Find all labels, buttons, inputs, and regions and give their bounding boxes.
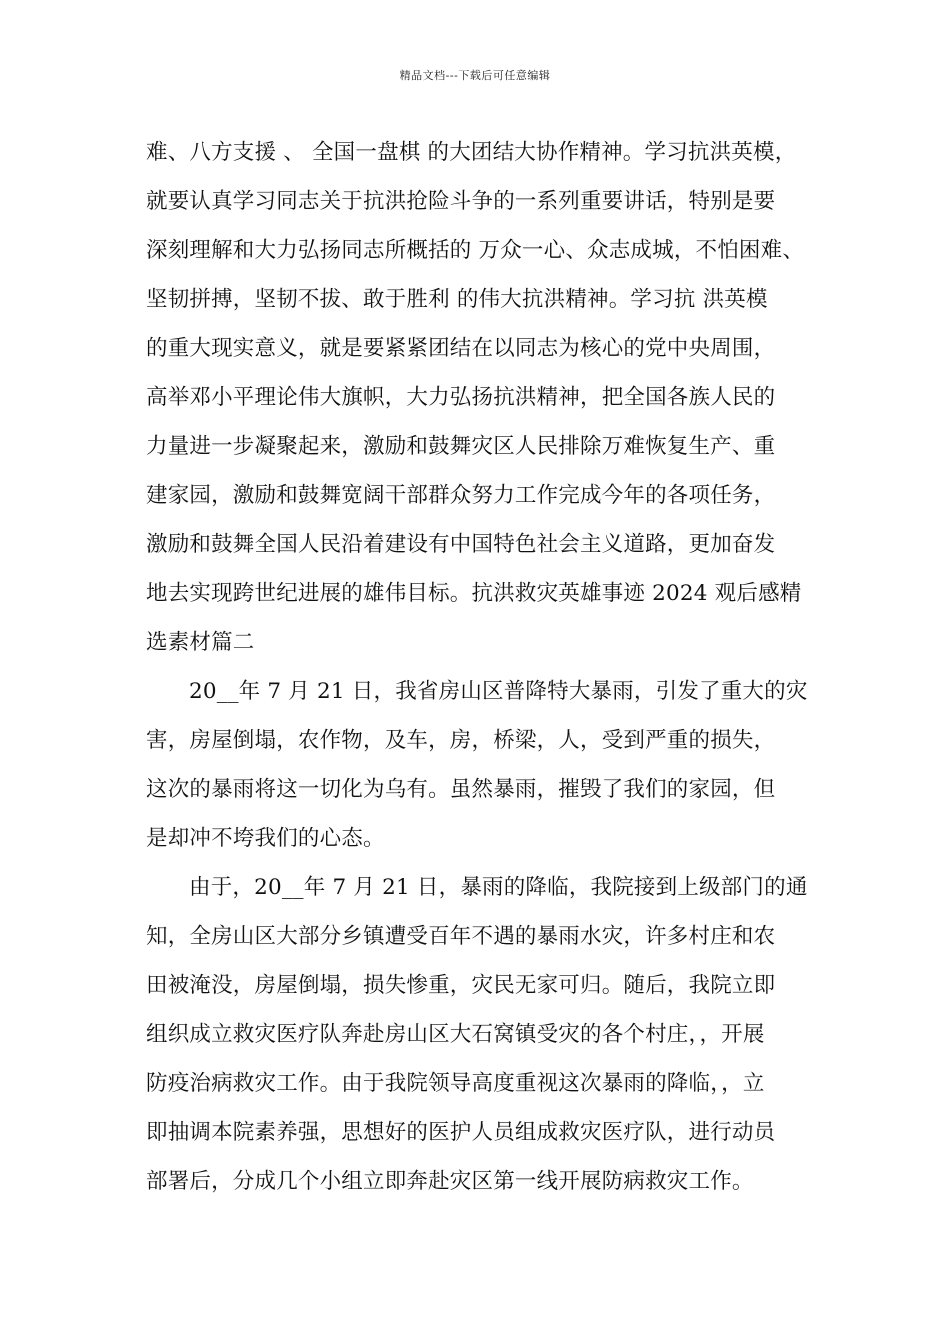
text-line: 这次的暴雨将这一切化为乌有。虽然暴雨，摧毁了我们的家园，但 (146, 777, 776, 802)
text-line: 部署后，分成几个小组立即奔赴灾区第一线开展防病救灾工作。 (146, 1169, 754, 1194)
paragraph (146, 667, 816, 863)
paragraph (146, 128, 816, 667)
text-line: 高举邓小平理论伟大旗帜，大力弘扬抗洪精神，把全国各族人民的 (146, 385, 776, 410)
text-line: 就要认真学习同志关于抗洪抢险斗争的一系列重要讲话，特别是要 (146, 189, 776, 214)
page-header: 精品文档---下载后可任意编辑 (399, 69, 551, 82)
text-line: 即抽调本院素养强，思想好的医护人员组成救灾医疗队，进行动员 (146, 1120, 776, 1145)
text-line: 深刻理解和大力弘扬同志所概括的 万众一心、众志成城，不怕困难、 (146, 238, 805, 263)
text-line: 力量进一步凝聚起来，激励和鼓舞灾区人民排除万难恢复生产、重 (146, 434, 776, 459)
text-line: 选素材篇二 (146, 630, 255, 655)
text-line: 防疫治病救灾工作。由于我院领导高度重视这次暴雨的降临，，立 (146, 1071, 765, 1096)
text-line: 坚韧拼搏，坚韧不拔、敢于胜利 的伟大抗洪精神。学习抗 洪英模 (146, 287, 768, 312)
text-line: 害，房屋倒塌，农作物，及车，房，桥梁，人，受到严重的损失， (146, 728, 776, 753)
text-line: 激励和鼓舞全国人民沿着建设有中国特色社会主义道路，更加奋发 (146, 532, 776, 557)
text-line: 由于，20__年 7 月 21 日，暴雨的降临，我院接到上级部门的通 (189, 875, 808, 900)
text-line: 建家园，激励和鼓舞宽阔干部群众努力工作完成今年的各项任务， (146, 483, 776, 508)
text-line: 地去实现跨世纪进展的雄伟目标。抗洪救灾英雄事迹 2024 观后感精 (146, 581, 802, 606)
text-line: 是却冲不垮我们的心态。 (146, 826, 385, 851)
text-line: 知，全房山区大部分乡镇遭受百年不遇的暴雨水灾，许多村庄和农 (146, 924, 776, 949)
text-line: 难、八方支援 、 全国一盘棋 的大团结大协作精神。学习抗洪英模， (146, 140, 797, 165)
paragraph (146, 863, 816, 1206)
text-line: 20__年 7 月 21 日，我省房山区普降特大暴雨，引发了重大的灾 (189, 679, 808, 704)
text-line: 的重大现实意义，就是要紧紧团结在以同志为核心的党中央周围， (146, 336, 776, 361)
text-line: 组织成立救灾医疗队奔赴房山区大石窝镇受灾的各个村庄，，开展 (146, 1022, 765, 1047)
text-line: 田被淹没，房屋倒塌，损失惨重，灾民无家可归。随后，我院立即 (146, 973, 776, 998)
document-body (146, 128, 816, 1206)
